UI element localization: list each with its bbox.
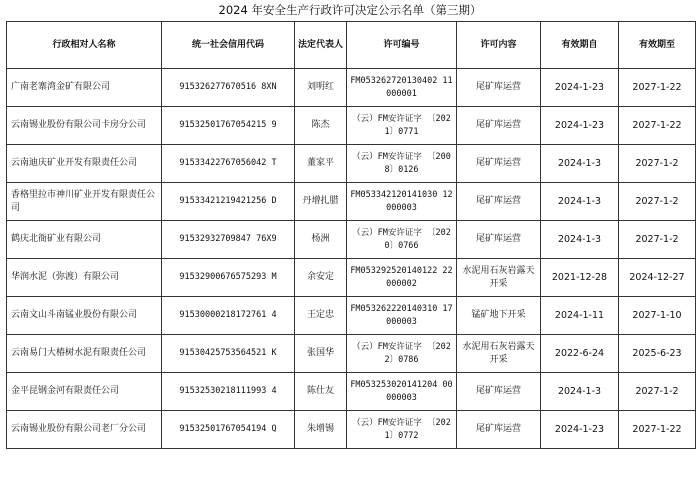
header-license-no: 许可编号 [347, 22, 457, 69]
cell-content: 尾矿库运营 [457, 107, 541, 145]
cell-license-no: （云）FM安许证字 〔2021〕0771 [347, 107, 457, 145]
cell-end: 2027-1-2 [619, 145, 696, 183]
table-row [7, 107, 696, 145]
cell-legal-rep: 杨洲 [295, 221, 347, 259]
cell-party: 鹤庆北衙矿业有限公司 [7, 221, 162, 259]
cell-license-no: （云）FM安许证字 〔2022〕0786 [347, 335, 457, 373]
cell-content: 水泥用石灰岩露天开采 [457, 335, 541, 373]
cell-content: 尾矿库运营 [457, 373, 541, 411]
table-row [7, 183, 696, 221]
table-row [7, 335, 696, 373]
cell-legal-rep: 陈杰 [295, 107, 347, 145]
cell-credit-code: 91532900676575293 M [162, 259, 295, 297]
table-row [7, 411, 696, 449]
cell-start: 2022-6-24 [541, 335, 619, 373]
header-content: 许可内容 [457, 22, 541, 69]
cell-start: 2024-1-3 [541, 221, 619, 259]
cell-legal-rep: 张国华 [295, 335, 347, 373]
cell-start: 2021-12-28 [541, 259, 619, 297]
cell-start: 2024-1-3 [541, 183, 619, 221]
cell-end: 2027-1-22 [619, 107, 696, 145]
cell-start: 2024-1-23 [541, 107, 619, 145]
table-body [7, 69, 696, 449]
cell-start: 2024-1-23 [541, 411, 619, 449]
cell-legal-rep: 王定忠 [295, 297, 347, 335]
table-row [7, 69, 696, 107]
cell-content: 尾矿库运营 [457, 183, 541, 221]
cell-legal-rep: 丹增扎腊 [295, 183, 347, 221]
cell-license-no: （云）FM安许证字 〔2021〕0772 [347, 411, 457, 449]
cell-legal-rep: 朱增锡 [295, 411, 347, 449]
table-row [7, 221, 696, 259]
header-end: 有效期至 [619, 22, 696, 69]
cell-content: 水泥用石灰岩露天开采 [457, 259, 541, 297]
cell-start: 2024-1-3 [541, 373, 619, 411]
cell-legal-rep: 余安定 [295, 259, 347, 297]
cell-end: 2027-1-2 [619, 373, 696, 411]
cell-end: 2027-1-10 [619, 297, 696, 335]
cell-content: 尾矿库运营 [457, 411, 541, 449]
cell-credit-code: 91532501767054194 Q [162, 411, 295, 449]
cell-content: 尾矿库运营 [457, 69, 541, 107]
cell-end: 2027-1-22 [619, 411, 696, 449]
table-row [7, 297, 696, 335]
cell-party: 云南文山斗南锰业股份有限公司 [7, 297, 162, 335]
cell-party: 云南易门大椿树水泥有限责任公司 [7, 335, 162, 373]
cell-license-no: FM053262720130402 11000001 [347, 69, 457, 107]
cell-credit-code: 91532530218111993 4 [162, 373, 295, 411]
table-row [7, 145, 696, 183]
cell-legal-rep: 陈仕友 [295, 373, 347, 411]
cell-license-no: FM053262220140310 17000003 [347, 297, 457, 335]
header-row [7, 22, 696, 69]
document-title: 2024 年安全生产行政许可决定公示名单（第三期） [218, 3, 482, 17]
header-start: 有效期自 [541, 22, 619, 69]
cell-content: 尾矿库运营 [457, 221, 541, 259]
cell-start: 2024-1-11 [541, 297, 619, 335]
cell-party: 华润水泥（弥渡）有限公司 [7, 259, 162, 297]
cell-content: 锰矿地下开采 [457, 297, 541, 335]
cell-license-no: FM053292520140122 22000002 [347, 259, 457, 297]
cell-end: 2024-12-27 [619, 259, 696, 297]
cell-credit-code: 91530000218172761 4 [162, 297, 295, 335]
cell-legal-rep: 董家平 [295, 145, 347, 183]
cell-license-no: （云）FM安许证字 〔2008〕0126 [347, 145, 457, 183]
header-credit-code: 统一社会信用代码 [162, 22, 295, 69]
table-row [7, 373, 696, 411]
license-table [6, 21, 696, 449]
cell-credit-code: 91532501767054215 9 [162, 107, 295, 145]
cell-start: 2024-1-3 [541, 145, 619, 183]
cell-party: 金平昆钢金河有限责任公司 [7, 373, 162, 411]
cell-license-no: FM053253020141204 00000003 [347, 373, 457, 411]
cell-end: 2027-1-22 [619, 69, 696, 107]
cell-start: 2024-1-23 [541, 69, 619, 107]
cell-credit-code: 91530425753564521 K [162, 335, 295, 373]
cell-credit-code: 91533421219421256 D [162, 183, 295, 221]
cell-license-no: FM053342120141030 12000003 [347, 183, 457, 221]
cell-party: 云南迪庆矿业开发有限责任公司 [7, 145, 162, 183]
cell-party: 云南锡业股份有限公司老厂分公司 [7, 411, 162, 449]
cell-content: 尾矿库运营 [457, 145, 541, 183]
cell-end: 2027-1-2 [619, 183, 696, 221]
cell-end: 2025-6-23 [619, 335, 696, 373]
cell-credit-code: 915326277670516 8XN [162, 69, 295, 107]
cell-party: 香格里拉市神川矿业开发有限责任公司 [7, 183, 162, 221]
cell-legal-rep: 刘明红 [295, 69, 347, 107]
cell-license-no: （云）FM安许证字 〔2020〕0766 [347, 221, 457, 259]
cell-credit-code: 91532932709847 76X9 [162, 221, 295, 259]
cell-party: 云南锡业股份有限公司卡房分公司 [7, 107, 162, 145]
cell-party: 广南老寨湾金矿有限公司 [7, 69, 162, 107]
cell-credit-code: 91533422767056042 T [162, 145, 295, 183]
cell-end: 2027-1-2 [619, 221, 696, 259]
header-legal-rep: 法定代表人 [295, 22, 347, 69]
table-row [7, 259, 696, 297]
header-party: 行政相对人名称 [7, 22, 162, 69]
